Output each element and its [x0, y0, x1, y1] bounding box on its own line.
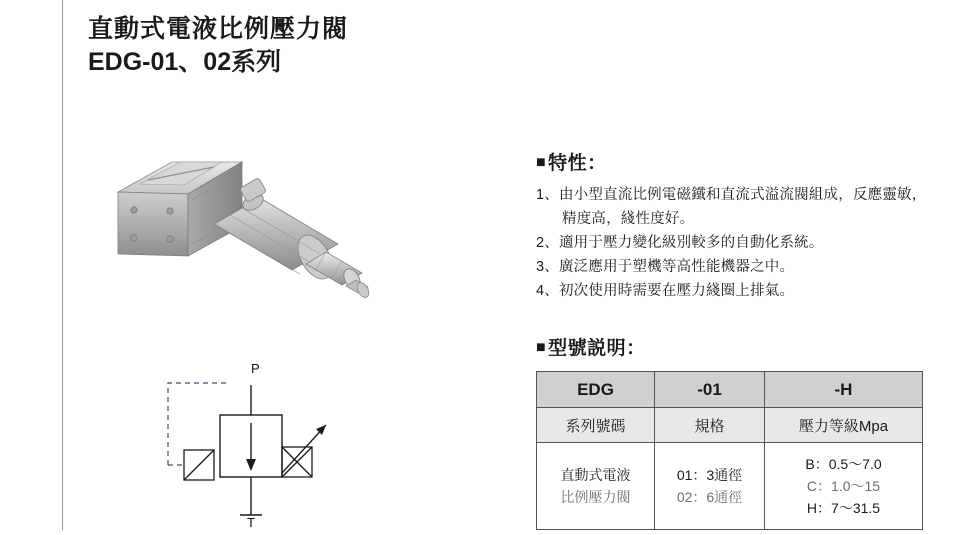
table-cell-spec	[655, 443, 765, 530]
cell-line: H：7～31.5	[806, 500, 881, 516]
port-label-p: P	[251, 361, 260, 376]
cell-line: 02：6通徑	[676, 489, 743, 505]
title-line-2: EDG-01、02系列	[88, 48, 282, 76]
list-item: 4、初次使用時需要在壓力綫圈上排氣。	[536, 283, 795, 299]
table-header-cell: -01	[655, 372, 765, 408]
table-header-cell: -H	[765, 372, 923, 408]
cell-line: C：1.0～15	[806, 478, 881, 494]
square-marker-icon: ■	[536, 154, 547, 171]
model-heading	[536, 333, 646, 360]
cell-line: 比例壓力閥	[560, 489, 631, 505]
cell-line: B：0.5～7.0	[805, 456, 882, 472]
table-cell-pressure	[765, 443, 923, 530]
cell-line: 01：3通徑	[676, 467, 743, 483]
list-item: 精度高，綫性度好。	[562, 211, 695, 227]
port-label-t: T	[247, 515, 255, 530]
valve-product-photo	[110, 140, 390, 340]
features-section	[536, 148, 956, 303]
features-heading	[536, 148, 956, 175]
list-item: 1、由小型直流比例電磁鐵和直流式溢流閥組成，反應靈敏，	[536, 187, 927, 203]
model-code-table	[536, 371, 923, 530]
table-subheader-cell: 壓力等級Mpa	[765, 408, 923, 443]
table-header-row	[537, 372, 923, 408]
table-subheader-cell: 規格	[655, 408, 765, 443]
model-heading-text: 型號説明：	[548, 338, 646, 359]
list-item: 2、適用于壓力變化級別較多的自動化系統。	[536, 235, 824, 251]
cell-line: 直動式電液	[560, 467, 631, 483]
table-subheader-row	[537, 408, 923, 443]
list-item: 3、廣泛應用于塑機等高性能機器之中。	[536, 259, 795, 275]
table-cell-series	[537, 443, 655, 530]
features-heading-text: 特性：	[548, 153, 607, 174]
table-subheader-cell: 系列號碼	[537, 408, 655, 443]
square-marker-icon: ■	[536, 339, 547, 356]
features-list	[536, 183, 956, 303]
table-row	[537, 443, 923, 530]
hydraulic-symbol-diagram	[150, 355, 380, 530]
page-title	[88, 14, 348, 78]
table-header-cell: EDG	[537, 372, 655, 408]
left-margin-rule	[62, 0, 63, 530]
title-line-1: 直動式電液比例壓力閥	[88, 15, 349, 43]
